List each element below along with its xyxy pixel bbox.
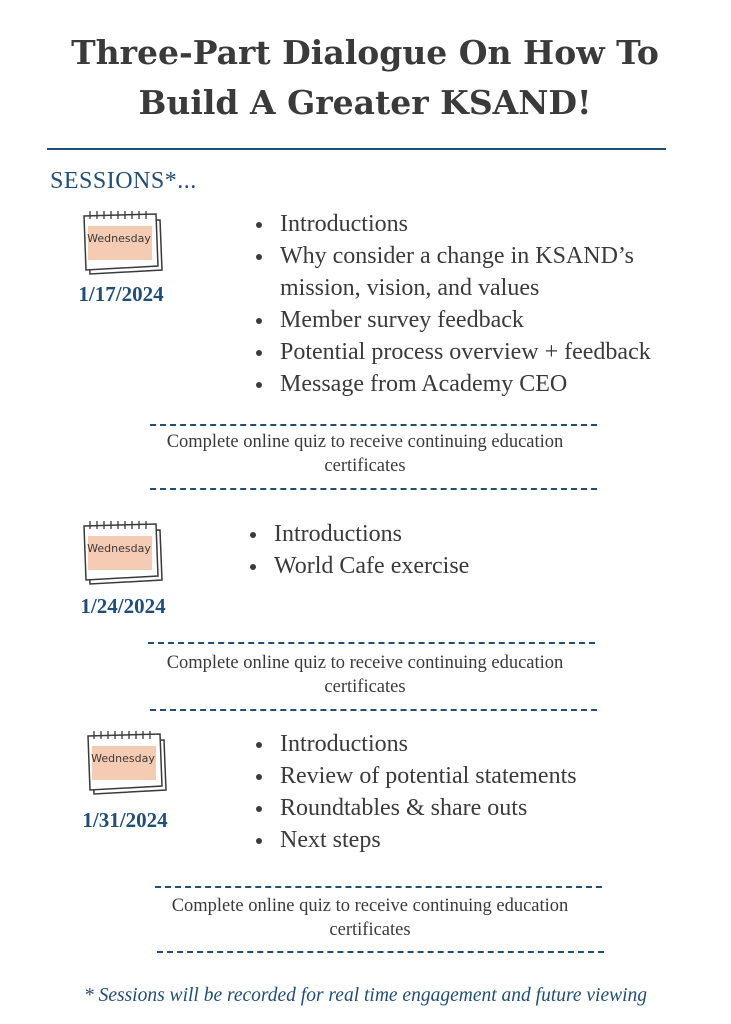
quiz-note: Complete online quiz to receive continuing education certificates (171, 896, 569, 940)
session-agenda (252, 208, 720, 400)
list-item: Message from Academy CEO (280, 368, 720, 400)
list-item: Review of potential statements (280, 760, 720, 792)
calendar-icon (80, 728, 168, 800)
session-agenda (252, 728, 720, 856)
page-title: Three-Part Dialogue On How To Build A Greater KSAND! (71, 33, 659, 122)
list-item: Roundtables & share outs (280, 792, 720, 824)
recording-footnote: * Sessions will be recorded for real time engagement and future viewing (83, 985, 648, 1006)
session-agenda (246, 518, 714, 582)
list-item: Member survey feedback (280, 304, 720, 336)
calendar-icon (76, 518, 164, 590)
quiz-note: Complete online quiz to receive continuing education certificates (166, 653, 564, 697)
dashed-divider (157, 951, 604, 953)
quiz-note: Complete online quiz to receive continuing education certificates (166, 432, 564, 476)
title-divider (47, 148, 666, 150)
dashed-divider (150, 488, 597, 490)
session-date: 1/17/2024 (78, 282, 164, 306)
calendar-icon (76, 208, 164, 280)
dashed-divider (155, 886, 602, 888)
calendar-day-label: Wednesday (87, 232, 151, 245)
dashed-divider (148, 642, 595, 644)
list-item: World Cafe exercise (274, 550, 714, 582)
dashed-divider (150, 709, 597, 711)
list-item: Introductions (274, 518, 714, 550)
list-item: Why consider a change in KSAND’s mission, vision, and values (280, 240, 720, 304)
calendar-day-label: Wednesday (87, 542, 151, 555)
list-item: Next steps (280, 824, 720, 856)
list-item: Potential process overview + feedback (280, 336, 720, 368)
dashed-divider (150, 424, 597, 426)
sessions-heading: SESSIONS*... (50, 168, 197, 194)
list-item: Introductions (280, 208, 720, 240)
calendar-day-label: Wednesday (91, 752, 155, 765)
session-date: 1/31/2024 (82, 808, 168, 832)
list-item: Introductions (280, 728, 720, 760)
session-date: 1/24/2024 (80, 594, 166, 618)
